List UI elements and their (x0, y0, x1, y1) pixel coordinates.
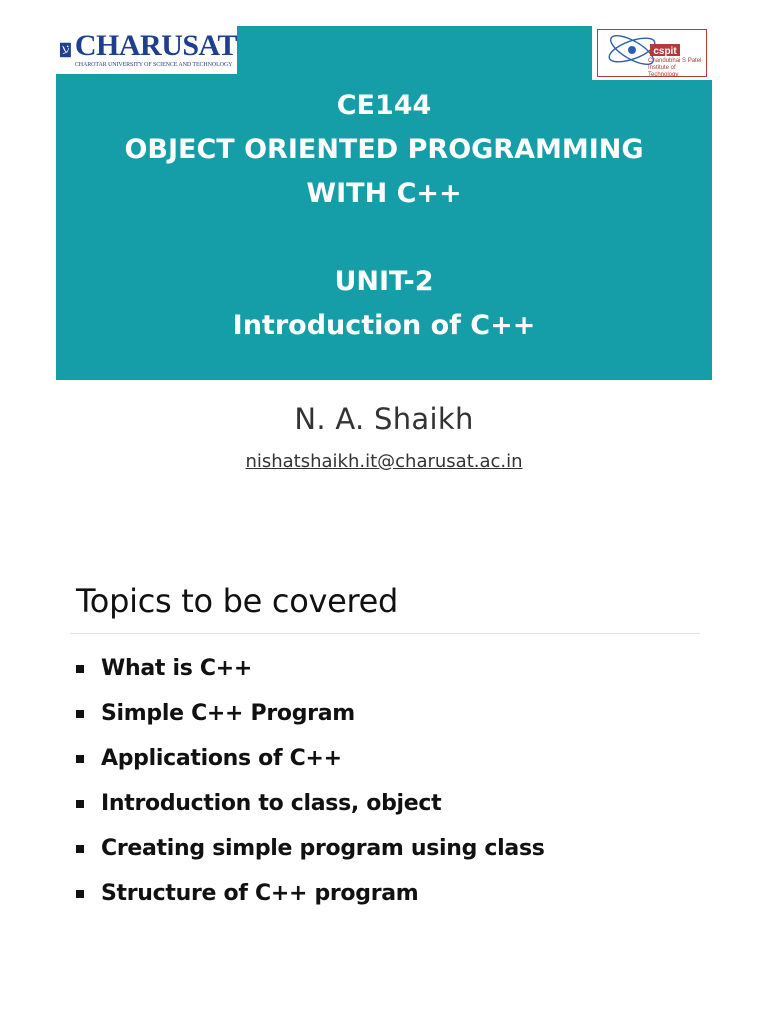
cspit-caption-1: Chandubhai S Patel (648, 58, 702, 64)
cspit-caption-2: Institute of Technology (648, 65, 679, 77)
cspit-wordmark: cspit (653, 46, 677, 57)
charusat-logo (56, 26, 237, 74)
topics-list (76, 646, 545, 916)
unit-title: Introduction of C++ (232, 310, 536, 341)
course-title-line2: WITH C++ (306, 178, 462, 209)
square-bullet-icon (76, 890, 84, 898)
square-bullet-icon (76, 665, 84, 673)
cspit-logo (592, 26, 712, 80)
topics-heading: Topics to be covered (76, 582, 399, 620)
list-item: What is C++ (76, 646, 545, 691)
charusat-emblem-icon (60, 30, 71, 70)
charusat-wordmark: CHARUSAT (74, 29, 237, 62)
course-title-line1: OBJECT ORIENTED PROGRAMMING (124, 134, 644, 165)
slide-title (56, 84, 712, 348)
heading-divider (70, 633, 700, 634)
square-bullet-icon (76, 800, 84, 808)
list-item: Structure of C++ program (76, 871, 545, 916)
list-item: Applications of C++ (76, 736, 545, 781)
author-email-link[interactable]: nishatshaikh.it@charusat.ac.in (245, 451, 523, 472)
square-bullet-icon (76, 710, 84, 718)
course-code: CE144 (336, 90, 432, 121)
unit-number: UNIT-2 (334, 266, 434, 297)
square-bullet-icon (76, 755, 84, 763)
topics-slide (0, 560, 768, 1024)
list-item: Introduction to class, object (76, 781, 545, 826)
charusat-subtitle: CHAROTAR UNIVERSITY OF SCIENCE AND TECHNOLOGY (74, 62, 233, 68)
list-item: Creating simple program using class (76, 826, 545, 871)
author-name: N. A. Shaikh (294, 402, 474, 436)
square-bullet-icon (76, 845, 84, 853)
list-item: Simple C++ Program (76, 691, 545, 736)
